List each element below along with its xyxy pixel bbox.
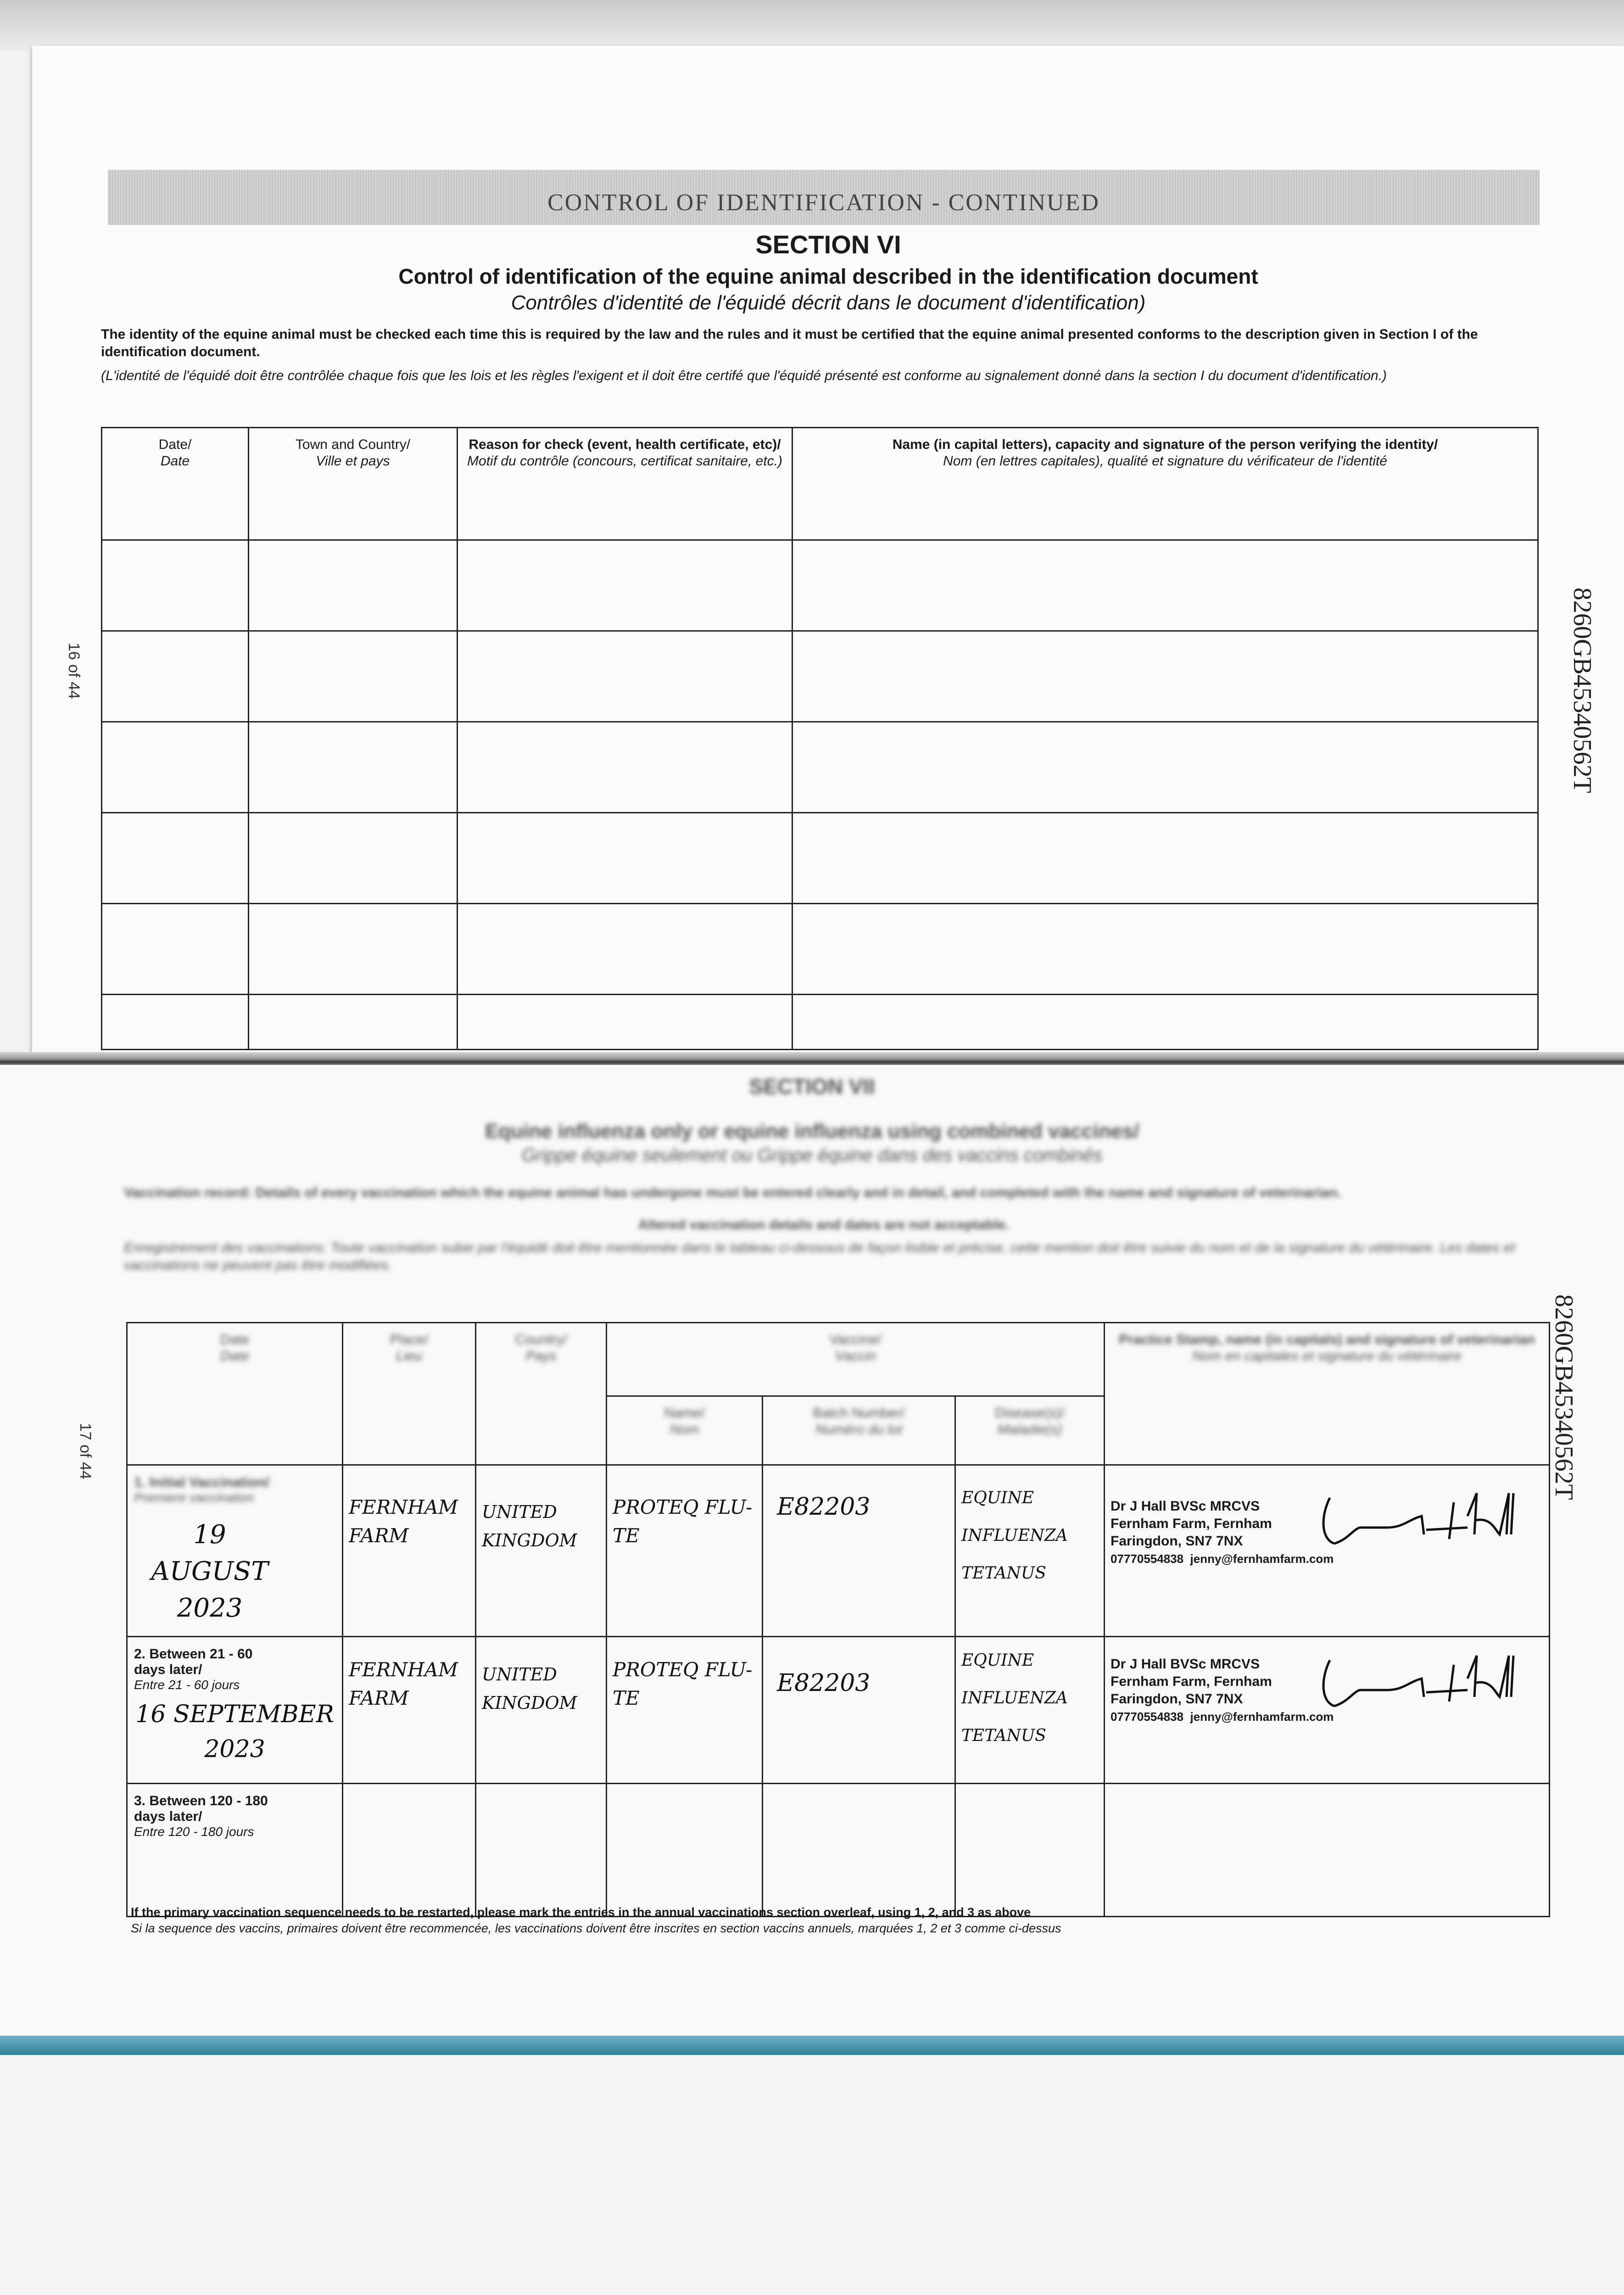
table-cell — [102, 904, 249, 995]
footer-note-en: If the primary vaccination sequence needs to be restarted, please mark the entries in the annual vaccinations section overleaf, using 1, 2, and 3 as above — [131, 1905, 1031, 1919]
section-title-en: Equine influenza only or equine influenza using combined vaccines/ — [485, 1120, 1139, 1142]
table-cell — [458, 722, 792, 813]
col-date-en: Date/ — [158, 437, 192, 452]
table-row — [102, 813, 1538, 904]
table-row — [102, 995, 1538, 1050]
table-cell — [792, 904, 1538, 995]
handwritten-country: UNITED KINGDOM — [476, 1465, 607, 1637]
col-town-header — [249, 428, 458, 540]
col-place-en: Place/ — [390, 1332, 429, 1347]
vaccination-table — [126, 1322, 1550, 1917]
table-cell — [102, 995, 249, 1050]
row-label-en: 1. Initial Vaccination/ — [134, 1475, 270, 1490]
col-batch-header — [763, 1396, 955, 1465]
handwritten-date: 19 AUGUST 2023 — [151, 1520, 268, 1623]
col-vaccine-header — [607, 1323, 1105, 1396]
col-disease-header — [955, 1396, 1105, 1465]
date-cell — [127, 1637, 343, 1784]
table-row — [102, 540, 1538, 631]
col-name-fr: Nom — [670, 1422, 699, 1437]
row-label-fr: Premiere vaccination — [134, 1490, 254, 1505]
handwritten-place: FERNHAM FARM — [343, 1465, 476, 1637]
col-batch-en: Batch Number/ — [813, 1405, 905, 1421]
passport-page-17 — [0, 1065, 1624, 2038]
identity-check-table — [101, 427, 1539, 1050]
table-cell — [458, 631, 792, 722]
col-vaccine-fr: Vaccin — [835, 1349, 876, 1364]
table-cell — [343, 1784, 476, 1917]
col-town-fr: Ville et pays — [316, 453, 390, 469]
row-label-fr: Entre 120 - 180 jours — [134, 1825, 254, 1839]
handwritten-country: UNITED KINGDOM — [476, 1637, 607, 1784]
vaccination-note-en: Vaccination record: Details of every vaccination which the equine animal has undergone must be entered clearly and in detail, and completed with the name and signature of veterinarian. — [124, 1185, 1341, 1200]
table-header-row — [127, 1323, 1550, 1396]
col-name-header — [792, 428, 1538, 540]
section-heading: SECTION VII — [749, 1075, 875, 1098]
table-cell — [955, 1784, 1105, 1917]
table-cell — [792, 631, 1538, 722]
table-cell — [607, 1784, 763, 1917]
col-vet-header — [1105, 1323, 1550, 1465]
col-batch-fr: Numéro du lot — [815, 1422, 902, 1437]
row-label-en: 3. Between 120 - 180 days later/ — [134, 1793, 268, 1824]
table-cell — [458, 995, 792, 1050]
vet-phone: 07770554838 — [1111, 1552, 1184, 1566]
vet-name: Dr J Hall BVSc MRCVS — [1111, 1499, 1260, 1514]
vet-address-2: Faringdon, SN7 7NX — [1111, 1691, 1243, 1707]
table-cell — [792, 995, 1538, 1050]
passport-number: 8260GB45340562T — [1568, 588, 1596, 793]
handwritten-vaccine: PROTEQ FLU-TE — [607, 1465, 763, 1637]
table-cell — [249, 540, 458, 631]
vaccination-row-1 — [127, 1465, 1550, 1637]
col-country-fr: Pays — [525, 1349, 557, 1364]
passport-page-16 — [32, 46, 1624, 1060]
col-vaccine-en: Vaccine/ — [829, 1332, 882, 1347]
table-cell — [102, 722, 249, 813]
vet-signature — [1316, 1484, 1546, 1557]
footer-note-fr: Si la sequence des vaccins, primaires doivent être recommencée, les vaccinations doivent être inscrites en section vaccins annuels, marquées 1, 2 et 3 comme ci-dessus — [131, 1921, 1061, 1935]
col-date-header — [102, 428, 249, 540]
col-name-en: Name (in capital letters), capacity and signature of the person verifying the identity/ — [892, 437, 1438, 452]
col-vaccine-name-header — [607, 1396, 763, 1465]
handwritten-disease: EQUINE INFLUENZA TETANUS — [955, 1637, 1105, 1784]
col-date-fr: Date — [220, 1349, 250, 1364]
vet-email: jenny@fernhamfarm.com — [1190, 1552, 1334, 1566]
handwritten-vaccine: PROTEQ FLU-TE — [607, 1637, 763, 1784]
row-label-fr: Entre 21 - 60 jours — [134, 1678, 240, 1692]
table-cell — [249, 631, 458, 722]
table-cell — [458, 904, 792, 995]
table-cell — [249, 722, 458, 813]
vaccination-note-en-2: Altered vaccination details and dates are not acceptable. — [638, 1217, 1010, 1232]
col-date-header — [127, 1323, 343, 1465]
section-title-en: Control of identification of the equine animal described in the identification document — [398, 264, 1258, 288]
page-number: 16 of 44 — [65, 643, 83, 699]
col-town-en: Town and Country/ — [295, 437, 411, 452]
col-name-en: Name/ — [664, 1405, 705, 1421]
vaccination-row-2 — [127, 1637, 1550, 1784]
table-cell — [102, 631, 249, 722]
vet-address-1: Fernham Farm, Fernham — [1111, 1674, 1272, 1689]
row-label-en: 2. Between 21 - 60 days later/ — [134, 1646, 253, 1677]
instruction-fr: (L'identité de l'équidé doit être contrôlée chaque fois que les lois et les règles l'exigent et il doit être certifé que l'équidé présenté est conforme au signalement donné dans la section I du document d'identification.) — [101, 368, 1387, 383]
table-cell — [792, 722, 1538, 813]
section-banner — [108, 170, 1540, 225]
vet-email: jenny@fernhamfarm.com — [1190, 1710, 1334, 1724]
banner-text: CONTROL OF IDENTIFICATION - CONTINUED — [547, 190, 1100, 216]
vaccination-row-3 — [127, 1784, 1550, 1917]
table-cell — [792, 813, 1538, 904]
table-cell — [102, 540, 249, 631]
handwritten-date: 16 SEPTEMBER 2023 — [135, 1701, 334, 1763]
vet-name: Dr J Hall BVSc MRCVS — [1111, 1657, 1260, 1672]
table-cell — [458, 540, 792, 631]
col-country-en: Country/ — [515, 1332, 567, 1347]
table-cell — [102, 813, 249, 904]
col-name-fr: Nom (en lettres capitales), qualité et signature du vérificateur de l'identité — [943, 453, 1387, 469]
table-cell — [249, 995, 458, 1050]
table-cell — [792, 540, 1538, 631]
date-cell — [127, 1784, 343, 1917]
table-row — [102, 722, 1538, 813]
table-cell — [1105, 1784, 1550, 1917]
scan-background-bottom — [0, 2055, 1624, 2295]
col-disease-fr: Maladie(s) — [997, 1422, 1062, 1437]
vet-address-1: Fernham Farm, Fernham — [1111, 1516, 1272, 1531]
section-heading: SECTION VI — [755, 230, 901, 259]
table-cell — [249, 904, 458, 995]
col-vet-en: Practice Stamp, name (in capitals) and signature of veterinarian — [1119, 1332, 1535, 1347]
vaccination-note-fr: Enregistrement des vaccinations: Toute vaccination subie par l'équidé doit être mentionnée dans le tableau ci-dessous de façon lisible et précise, cette mention doit être suivie du nom et de la signature du vétérinaire. Les dates et vaccinations ne peuvent pas être modifiées. — [124, 1240, 1515, 1273]
page-number: 17 of 44 — [77, 1423, 94, 1479]
table-cell — [249, 813, 458, 904]
col-reason-fr: Motif du contrôle (concours, certificat sanitaire, etc.) — [467, 453, 782, 469]
passport-number: 8260GB45340562T — [1550, 1294, 1578, 1500]
date-cell — [127, 1465, 343, 1637]
section-title-fr: Grippe équine seulement ou Grippe équine dans des vaccins combinés — [521, 1145, 1103, 1165]
vet-signature — [1316, 1646, 1546, 1720]
table-cell — [476, 1784, 607, 1917]
handwritten-batch: E82203 — [763, 1465, 955, 1637]
col-date-en: Date — [220, 1332, 250, 1347]
col-disease-en: Disease(s)/ — [995, 1405, 1065, 1421]
col-reason-header — [458, 428, 792, 540]
table-row — [102, 904, 1538, 995]
col-vet-fr: Nom en capitales et signature du vétérinaire — [1192, 1349, 1462, 1364]
instruction-en: The identity of the equine animal must be checked each time this is required by the law and the rules and it must be certified that the equine animal presented conforms to the description given in Section I of the identification document. — [101, 327, 1478, 359]
handwritten-disease: EQUINE INFLUENZA TETANUS — [955, 1465, 1105, 1637]
col-date-fr: Date — [160, 453, 190, 469]
col-reason-en: Reason for check (event, health certificate, etc)/ — [469, 437, 781, 452]
vet-stamp-cell — [1105, 1465, 1550, 1637]
table-cell — [458, 813, 792, 904]
passport-cover-edge — [0, 2036, 1624, 2055]
handwritten-place: FERNHAM FARM — [343, 1637, 476, 1784]
col-country-header — [476, 1323, 607, 1465]
table-row — [102, 631, 1538, 722]
scan-background — [0, 0, 1624, 50]
col-place-header — [343, 1323, 476, 1465]
section-title-fr: Contrôles d'identité de l'équidé décrit dans le document d'identification) — [511, 291, 1146, 314]
col-place-fr: Lieu — [396, 1349, 422, 1364]
table-header-row — [102, 428, 1538, 540]
table-cell — [763, 1784, 955, 1917]
vet-phone: 07770554838 — [1111, 1710, 1184, 1724]
vet-address-2: Faringdon, SN7 7NX — [1111, 1534, 1243, 1549]
handwritten-batch: E82203 — [763, 1637, 955, 1784]
vet-stamp-cell — [1105, 1637, 1550, 1784]
